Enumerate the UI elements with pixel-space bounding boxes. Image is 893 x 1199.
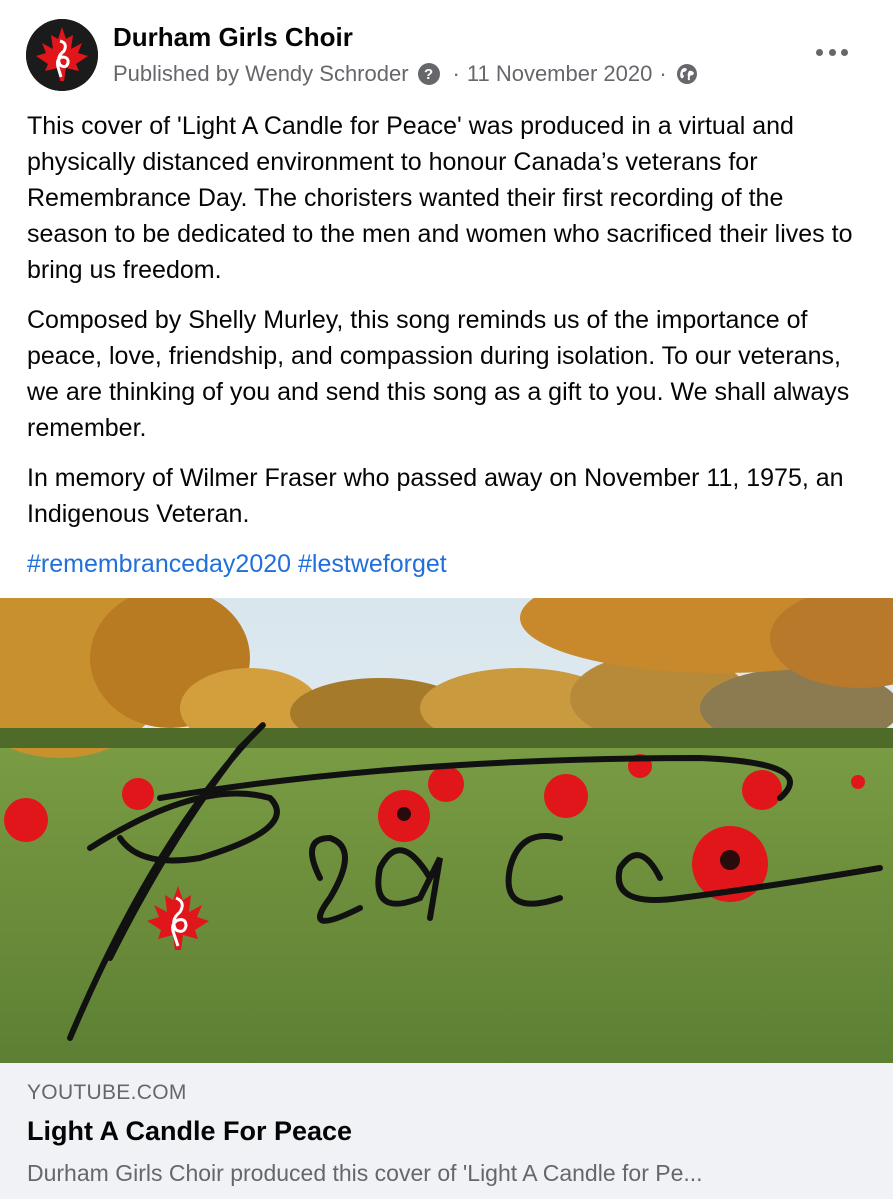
post-header — [0, 0, 893, 105]
maple-leaf-icon — [26, 19, 98, 91]
post-body — [27, 108, 867, 596]
more-dot-icon — [816, 49, 823, 56]
globe-icon — [676, 63, 698, 85]
hashtags — [27, 546, 867, 582]
more-dot-icon — [841, 49, 848, 56]
post-paragraph: In memory of Wilmer Fraser who passed away on November 11, 1975, an Indigenous Veteran. — [27, 464, 844, 528]
thumbnail-image — [0, 598, 893, 1063]
hashtag-link[interactable]: #lestweforget — [298, 550, 447, 578]
more-options-button[interactable] — [810, 38, 854, 66]
video-thumbnail[interactable] — [0, 598, 893, 1063]
link-domain: YOUTUBE.COM — [27, 1081, 187, 1104]
page-avatar[interactable] — [26, 19, 98, 91]
more-dot-icon — [829, 49, 836, 56]
link-preview-card[interactable] — [0, 1063, 893, 1199]
post-date[interactable]: 11 November 2020 — [466, 61, 653, 86]
published-by[interactable]: Published by Wendy Schroder — [113, 61, 409, 86]
post-meta — [113, 61, 698, 87]
page-name[interactable]: Durham Girls Choir — [113, 22, 353, 52]
meta-separator: · — [659, 61, 667, 86]
meta-separator: · — [452, 61, 460, 86]
post-paragraph: Composed by Shelly Murley, this song reminds us of the importance of peace, love, friendship, and compassion during isolation. To our veterans, we are thinking of you and send this song as a gift to you. We shall always remember. — [27, 306, 850, 442]
post-paragraph: This cover of 'Light A Candle for Peace' was produced in a virtual and physically distanced environment to honour Canada’s veterans for Remembrance Day. The choristers wanted their first recording of the season to be dedicated to the men and women who sacrificed their lives to bring us freedom. — [27, 112, 853, 284]
link-description: Durham Girls Choir produced this cover of 'Light A Candle for Pe... — [27, 1160, 703, 1186]
help-icon[interactable]: ? — [418, 63, 440, 85]
link-title[interactable]: Light A Candle For Peace — [27, 1116, 353, 1146]
hashtag-link[interactable]: #remembranceday2020 — [27, 550, 292, 578]
